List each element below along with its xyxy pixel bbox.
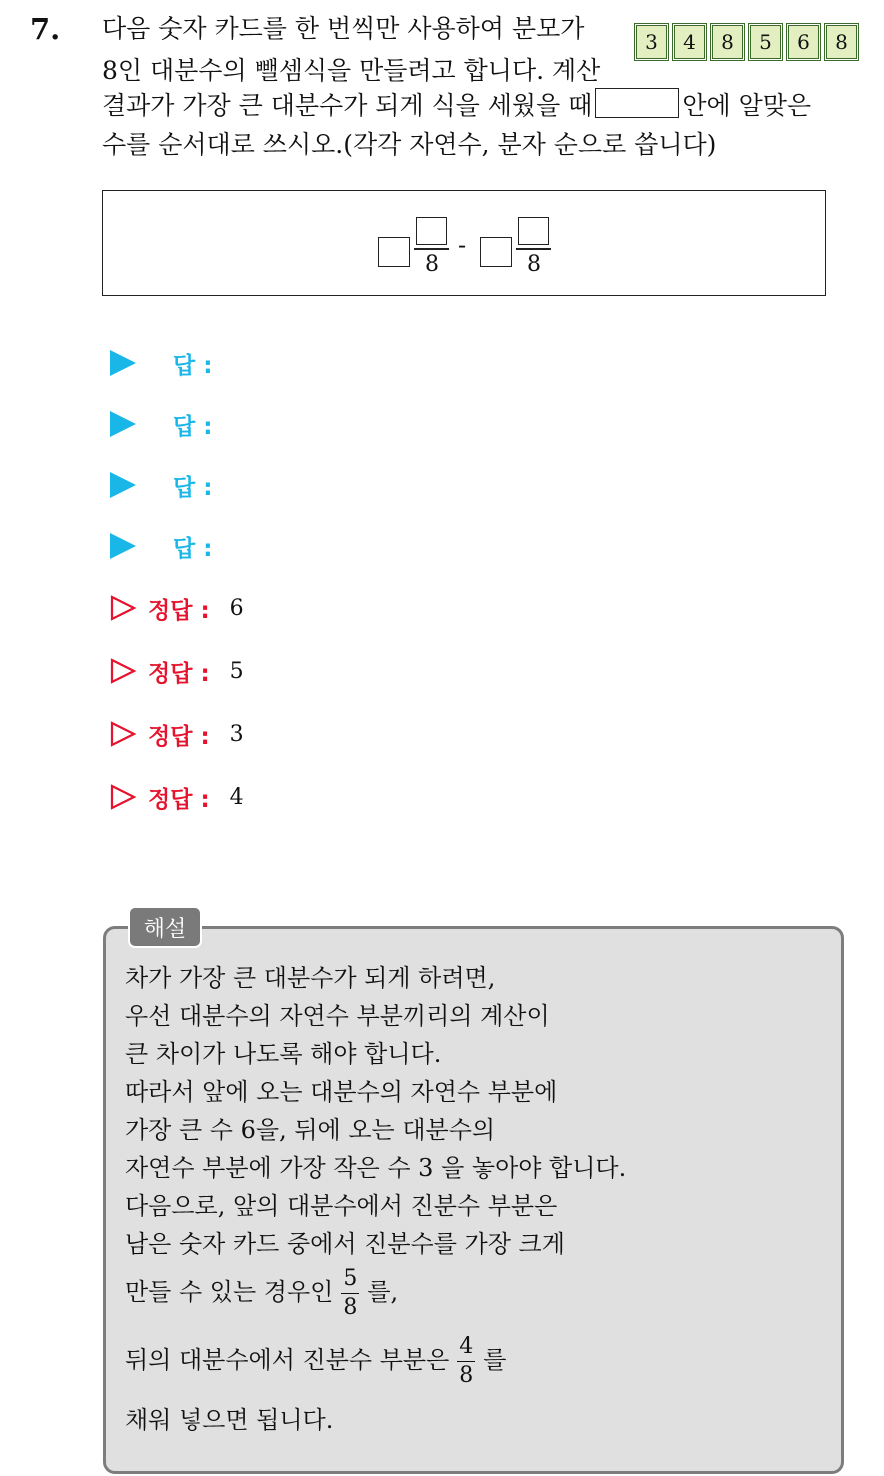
answer-row [110, 404, 212, 444]
fraction-numerator: 5 [343, 1266, 358, 1291]
fraction-five-eighths [341, 1268, 359, 1319]
minus-sign: - [458, 231, 467, 259]
denominator-2: 8 [527, 252, 541, 277]
explanation-line: 다음으로, 앞의 대분수에서 진분수 부분은 [125, 1192, 558, 1220]
explanation-line: 가장 큰 수 6을, 뒤에 오는 대분수의 [125, 1116, 496, 1144]
correct-answer-row [110, 588, 244, 628]
numerator-box-1 [416, 217, 447, 245]
correct-label: 정답 : [148, 597, 210, 624]
explanation-line: 큰 차이가 나도록 해야 합니다. [125, 1040, 442, 1068]
explanation-line: 따라서 앞에 오는 대분수의 자연수 부분에 [125, 1078, 558, 1106]
answer-label: 답 : [173, 535, 213, 562]
correct-label: 정답 : [148, 723, 210, 750]
number-card: 6 [788, 25, 819, 59]
correct-value: 4 [229, 784, 244, 810]
outline-arrow-icon [110, 784, 136, 810]
explanation-line: 남은 숫자 카드 중에서 진분수를 가장 크게 [125, 1230, 565, 1258]
explanation-text: 만들 수 있는 경우인 [125, 1278, 334, 1306]
number-card: 4 [674, 25, 705, 59]
explanation-line-fraction-1 [125, 1268, 398, 1319]
number-card: 8 [826, 25, 857, 59]
whole-box-2 [480, 237, 512, 267]
explanation-tag: 해설 [128, 906, 202, 948]
outline-arrow-icon [110, 658, 136, 684]
number-card: 3 [636, 25, 667, 59]
fraction-denominator: 8 [343, 1295, 358, 1320]
correct-value: 6 [229, 595, 244, 621]
whole-box-1 [378, 237, 410, 267]
question-line-2: 8인 대분수의 뺄셈식을 만들려고 합니다. 계산 [102, 56, 601, 85]
number-card: 8 [712, 25, 743, 59]
question-line-1: 다음 숫자 카드를 한 번씩만 사용하여 분모가 [102, 14, 585, 43]
correct-label: 정답 : [148, 660, 210, 687]
correct-value: 3 [229, 721, 244, 747]
explanation-line: 우선 대분수의 자연수 부분끼리의 계산이 [125, 1002, 550, 1030]
fraction-bar-2 [516, 248, 551, 250]
explanation-line: 채워 넣으면 됩니다. [125, 1406, 334, 1434]
explanation-line: 자연수 부분에 가장 작은 수 3 을 놓아야 합니다. [125, 1154, 627, 1182]
answer-label: 답 : [173, 352, 213, 379]
expression-box [102, 190, 826, 296]
question-line-3 [102, 88, 811, 123]
question-number: 7. [30, 12, 61, 46]
play-arrow-icon [110, 533, 136, 559]
answer-label: 답 : [173, 413, 213, 440]
outline-arrow-icon [110, 721, 136, 747]
correct-answer-row [110, 651, 244, 691]
answer-row [110, 343, 212, 383]
denominator-1: 8 [425, 252, 439, 277]
correct-answer-row [110, 777, 244, 817]
question-line-4: 수를 순서대로 쓰시오.(각각 자연수, 분자 순으로 씁니다) [102, 130, 717, 159]
number-card: 5 [750, 25, 781, 59]
answer-row [110, 526, 212, 566]
play-arrow-icon [110, 350, 136, 376]
fraction-bar-1 [414, 248, 449, 250]
correct-answer-row [110, 714, 244, 754]
fraction-denominator: 8 [459, 1363, 474, 1388]
explanation-text: 뒤의 대분수에서 진분수 부분은 [125, 1346, 450, 1374]
answer-label: 답 : [173, 474, 213, 501]
play-arrow-icon [110, 411, 136, 437]
explanation-line-fraction-2 [125, 1336, 506, 1387]
correct-value: 5 [229, 658, 244, 684]
fraction-numerator: 4 [459, 1334, 474, 1359]
mixed-fraction-expression [378, 217, 558, 277]
explanation-line: 차가 가장 큰 대분수가 되게 하려면, [125, 964, 496, 992]
outline-arrow-icon [110, 595, 136, 621]
answer-row [110, 465, 212, 505]
explanation-text: 를, [367, 1278, 399, 1306]
fraction-four-eighths [457, 1336, 475, 1387]
number-cards [636, 25, 864, 59]
blank-box [595, 88, 679, 118]
explanation-text: 를 [483, 1346, 507, 1374]
question-line-3-end: 안에 알맞은 [682, 91, 812, 120]
play-arrow-icon [110, 472, 136, 498]
question-line-3-start: 결과가 가장 큰 대분수가 되게 식을 세웠을 때 [102, 91, 593, 120]
correct-label: 정답 : [148, 786, 210, 813]
numerator-box-2 [518, 217, 549, 245]
